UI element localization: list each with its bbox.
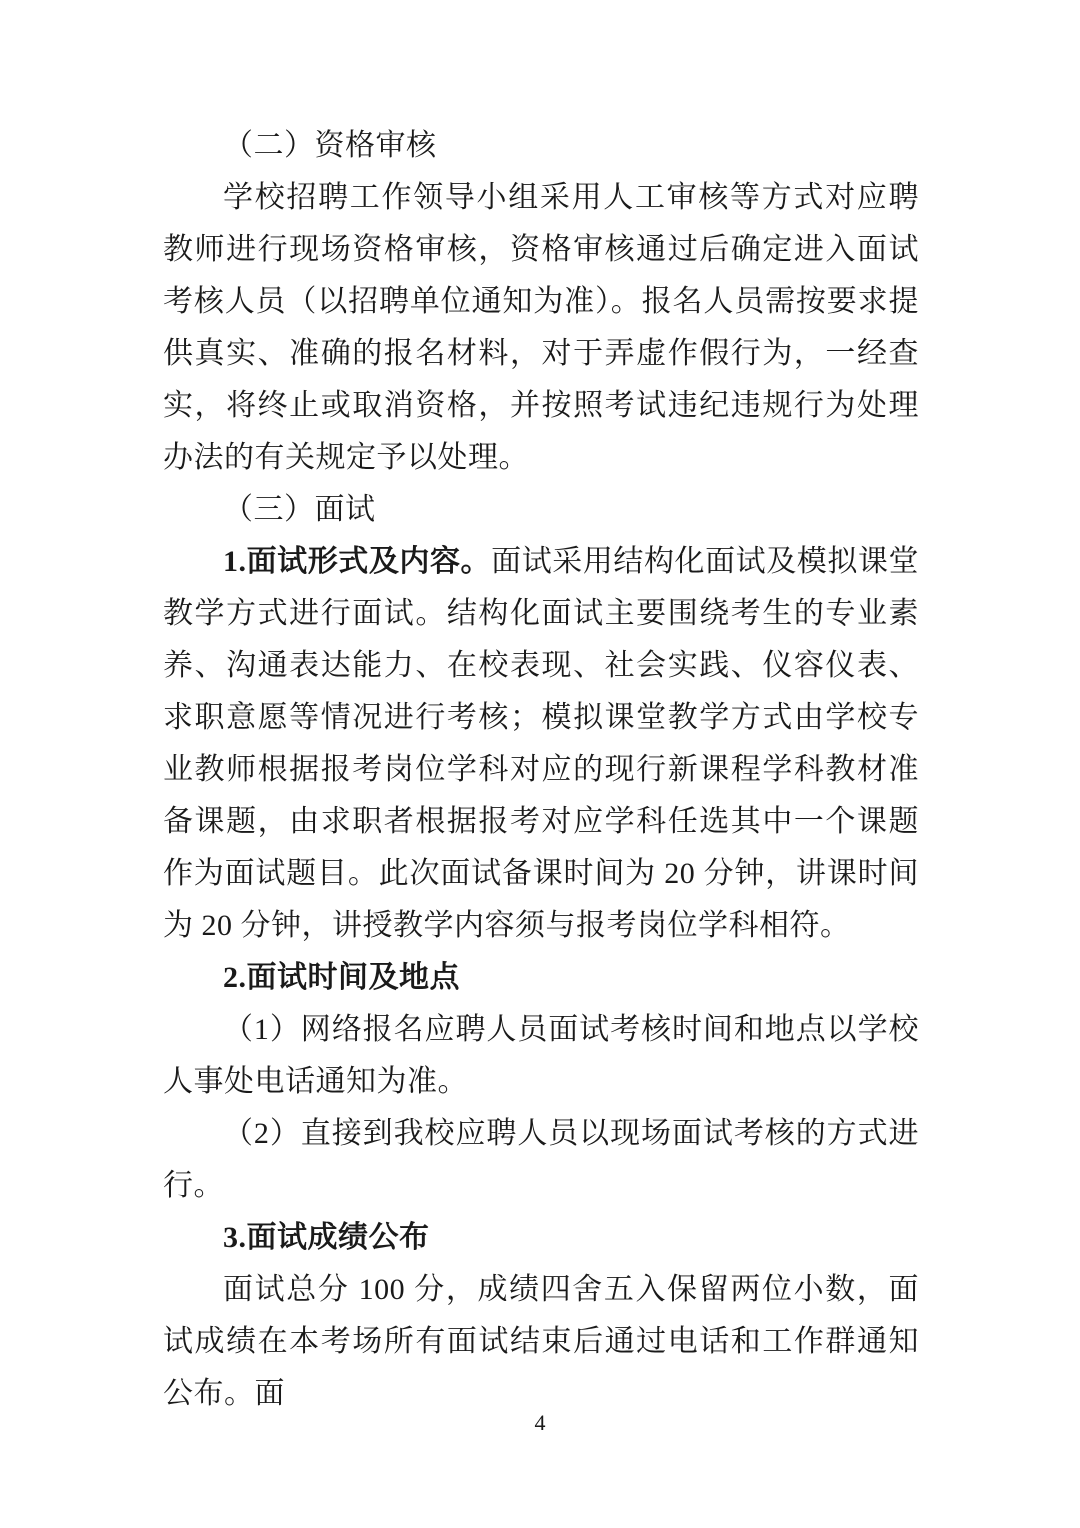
paragraph-qualification-review: 学校招聘工作领导小组采用人工审核等方式对应聘教师进行现场资格审核，资格审核通过后确定进入面试考核人员（以招聘单位通知为准）。报名人员需按要求提供真实、准确的报名材料，对于弄虚作假行为，一经查实，将终止或取消资格，并按照考试违纪违规行为处理办法的有关规定予以处理。 xyxy=(163,181,919,474)
paragraph-interview-format xyxy=(163,536,919,952)
paragraph-online-applicants: （1）网络报名应聘人员面试考核时间和地点以学校人事处电话通知为准。 xyxy=(163,1013,919,1098)
paragraph-interview-score: 面试总分 100 分，成绩四舍五入保留两位小数，面试成绩在本考场所有面试结束后通过电话和工作群通知公布。面 xyxy=(163,1273,919,1410)
subheading-interview-score-announcement: 3.面试成绩公布 xyxy=(223,1221,430,1254)
subheading-interview-format-and-content: 1.面试形式及内容。 xyxy=(223,545,492,578)
paragraph-onsite-applicants: （2）直接到我校应聘人员以现场面试考核的方式进行。 xyxy=(163,1117,919,1202)
subheading-interview-time-and-place: 2.面试时间及地点 xyxy=(223,961,460,994)
page-number: 4 xyxy=(534,1410,546,1435)
section-heading-qualification-review: （二）资格审核 xyxy=(223,129,437,162)
document-body xyxy=(163,120,919,1420)
paragraph-interview-format-text: 面试采用结构化面试及模拟课堂教学方式进行面试。结构化面试主要围绕考生的专业素养、沟通表达能力、在校表现、社会实践、仪容仪表、求职意愿等情况进行考核；模拟课堂教学方式由学校专业教师根据报考岗位学科对应的现行新课程学科教材准备课题，由求职者根据报考对应学科任选其中一个课题作为面试题目。此次面试备课时间为 20 分钟，讲课时间为 20 分钟，讲授教学内容须与报考岗位学科相符。 xyxy=(163,545,920,942)
section-heading-interview: （三）面试 xyxy=(223,493,376,526)
